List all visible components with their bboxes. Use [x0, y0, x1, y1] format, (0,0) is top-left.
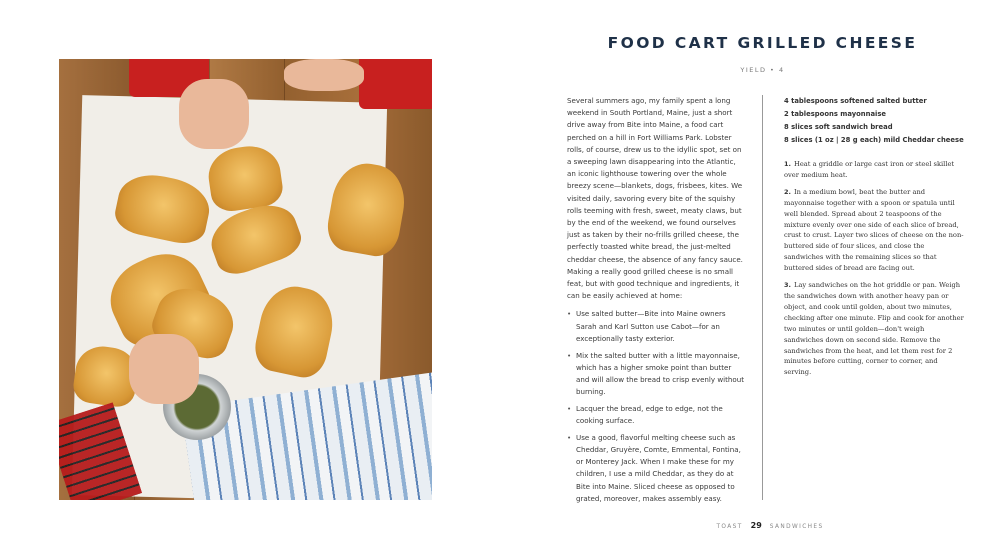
step-number: 1. [784, 160, 791, 168]
ingredient: 8 slices (1 oz | 28 g each) mild Cheddar cheese [784, 136, 964, 144]
ingredient: 2 tablespoons mayonnaise [784, 110, 887, 118]
red-sleeve [359, 59, 432, 109]
column-divider [762, 95, 763, 500]
step [784, 187, 964, 274]
ingredient: 4 tablespoons softened salted butter [784, 97, 927, 105]
footer-section-right: SANDWICHES [769, 524, 824, 530]
ingredients-list [784, 95, 964, 147]
recipe-yield: YIELD • 4 [740, 66, 785, 74]
page-footer [700, 521, 840, 530]
grilled-cheese-photo [59, 59, 432, 500]
intro-paragraph: Several summers ago, my family spent a long weekend in South Portland, Maine, just a short drive away from Bite into Maine, a food cart perched on a hill in Fort Williams Park. Lobster rolls, of course, drew us to the idyllic spot, set on a sweeping lawn disappearing into the Atlantic, an iconic lighthouse towering over the whole breezy scene—blankets, dogs, frisbees, kites. We visited daily, savoring every bite of the squishy rolls teeming with fresh, sweet, meaty claws, but by the end of the weekend, we found ourselves just as taken by their no-frills grilled cheese, the perfectly toasted white bread, the just-melted cheddar cheese, the absence of any fancy sauce. Making a really good grilled cheese is no small feat, but with good technique and ingredients, it can be easily achieved at home: [567, 96, 743, 301]
tip-item: • Use a good, flavorful melting cheese such as Cheddar, Gruyère, Comte, Emmental, Fontina, or Monterey Jack. When I make these for my children, I use a mild Cheddar, as they do at Bite into Maine. Sliced cheese as opposed to grated, moreover, makes assembly easy. [567, 432, 745, 505]
hand [179, 79, 249, 149]
tip-item: • Lacquer the bread, edge to edge, not the cooking surface. [567, 403, 745, 427]
tip-item: • Use salted butter—Bite into Maine owners Sarah and Karl Sutton use Cabot—for an exceptionally tasty exterior. [567, 308, 745, 345]
step [784, 159, 964, 181]
tips-list [567, 308, 745, 505]
tip-item: • Mix the salted butter with a little mayonnaise, which has a higher smoke point than butter and will allow the bread to crisp evenly without burning. [567, 350, 745, 399]
step-text: In a medium bowl, beat the butter and mayonnaise together with a spoon or spatula until well blended. Spread about 2 teaspoons of the mixture evenly over one side of each slice of bread, crust to crust. Layer two slices of cheese on the non-buttered side of four slices, and close the sandwiches with the remaining slices so that buttered sides of bread are facing out. [784, 187, 964, 273]
step-text: Lay sandwiches on the hot griddle or pan. Weigh the sandwiches down with another heavy pan or object, and cook until golden, about two minutes, checking after one minute. Flip and cook for another two minutes or until golden—don't weigh sandwiches down on second side. Remove the sandwiches from the heat, and let them rest for 2 minutes before cutting, corner to corner, and serving. [784, 281, 964, 377]
step [784, 280, 964, 378]
method-steps [784, 159, 964, 384]
hand [129, 334, 199, 404]
footer-section-left: TOAST [716, 524, 743, 530]
ingredient: 8 slices soft sandwich bread [784, 123, 893, 131]
step-text: Heat a griddle or large cast iron or steel skillet over medium heat. [784, 160, 955, 179]
page-number: 29 [750, 521, 762, 530]
hand [284, 59, 364, 91]
recipe-title: FOOD CART GRILLED CHEESE [607, 34, 918, 52]
step-number: 2. [784, 187, 791, 196]
intro-column [567, 95, 745, 510]
step-number: 3. [784, 281, 791, 290]
